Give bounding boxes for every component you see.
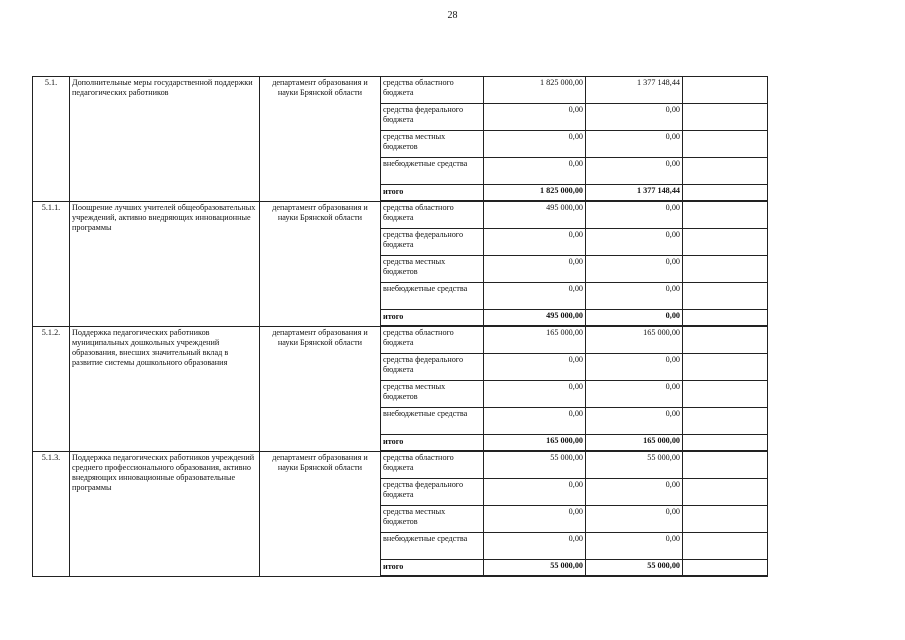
amount-planned: 0,00 (484, 283, 586, 310)
funding-source: средства местных бюджетов (381, 506, 484, 533)
item-title: Поддержка педагогических работников муниципальных дошкольных учреждений образования, внесших значительный вклад в развитие системы дошкольного образования (70, 326, 260, 451)
item-title: Поддержка педагогических работников учреждений среднего профессионального образования, активно внедряющих инновационные образовательные программы (70, 451, 260, 576)
amount-actual: 0,00 (586, 310, 683, 327)
funding-source: средства областного бюджета (381, 326, 484, 354)
table-body (33, 77, 768, 577)
funding-source: средства местных бюджетов (381, 131, 484, 158)
amount-actual: 165 000,00 (586, 326, 683, 354)
amount-planned: 1 825 000,00 (484, 185, 586, 202)
funding-source: внебюджетные средства (381, 533, 484, 560)
table-row (33, 326, 768, 354)
amount-planned: 495 000,00 (484, 201, 586, 229)
empty-cell (683, 381, 768, 408)
amount-planned: 55 000,00 (484, 560, 586, 577)
table-row (33, 201, 768, 229)
page-number: 28 (447, 10, 458, 21)
amount-planned: 0,00 (484, 533, 586, 560)
amount-actual: 0,00 (586, 201, 683, 229)
item-executor: департамент образования и науки Брянской области (260, 77, 381, 202)
amount-actual: 0,00 (586, 354, 683, 381)
amount-actual: 0,00 (586, 131, 683, 158)
empty-cell (683, 256, 768, 283)
amount-planned: 0,00 (484, 381, 586, 408)
amount-actual: 0,00 (586, 506, 683, 533)
amount-planned: 165 000,00 (484, 435, 586, 452)
item-executor: департамент образования и науки Брянской области (260, 326, 381, 451)
amount-actual: 0,00 (586, 533, 683, 560)
amount-planned: 1 825 000,00 (484, 77, 586, 104)
item-code: 5.1.2. (33, 326, 70, 451)
funding-source: средства федерального бюджета (381, 229, 484, 256)
funding-table (32, 76, 768, 577)
funding-source: итого (381, 185, 484, 202)
empty-cell (683, 185, 768, 202)
empty-cell (683, 560, 768, 577)
amount-planned: 0,00 (484, 158, 586, 185)
funding-source: внебюджетные средства (381, 158, 484, 185)
empty-cell (683, 354, 768, 381)
amount-actual: 0,00 (586, 104, 683, 131)
amount-planned: 0,00 (484, 479, 586, 506)
amount-actual: 0,00 (586, 479, 683, 506)
amount-planned: 0,00 (484, 131, 586, 158)
empty-cell (683, 229, 768, 256)
funding-source: средства областного бюджета (381, 451, 484, 479)
amount-actual: 0,00 (586, 256, 683, 283)
empty-cell (683, 506, 768, 533)
amount-actual: 0,00 (586, 408, 683, 435)
amount-actual: 1 377 148,44 (586, 77, 683, 104)
item-executor: департамент образования и науки Брянской области (260, 451, 381, 576)
amount-actual: 0,00 (586, 381, 683, 408)
funding-source: средства федерального бюджета (381, 479, 484, 506)
funding-source: внебюджетные средства (381, 408, 484, 435)
empty-cell (683, 158, 768, 185)
item-title: Поощрение лучших учителей общеобразовательных учреждений, активно внедряющих инновационные программы (70, 201, 260, 326)
funding-source: итого (381, 560, 484, 577)
funding-source: средства федерального бюджета (381, 354, 484, 381)
amount-actual: 55 000,00 (586, 560, 683, 577)
empty-cell (683, 201, 768, 229)
item-title: Дополнительные меры государственной поддержки педагогических работников (70, 77, 260, 202)
empty-cell (683, 77, 768, 104)
funding-source: внебюджетные средства (381, 283, 484, 310)
funding-source: средства областного бюджета (381, 201, 484, 229)
empty-cell (683, 104, 768, 131)
amount-planned: 0,00 (484, 408, 586, 435)
empty-cell (683, 435, 768, 452)
funding-source: средства федерального бюджета (381, 104, 484, 131)
amount-planned: 165 000,00 (484, 326, 586, 354)
amount-planned: 0,00 (484, 229, 586, 256)
amount-actual: 55 000,00 (586, 451, 683, 479)
funding-source: средства местных бюджетов (381, 256, 484, 283)
amount-planned: 0,00 (484, 506, 586, 533)
amount-actual: 165 000,00 (586, 435, 683, 452)
empty-cell (683, 479, 768, 506)
amount-actual: 0,00 (586, 158, 683, 185)
empty-cell (683, 451, 768, 479)
funding-source: итого (381, 435, 484, 452)
amount-actual: 0,00 (586, 283, 683, 310)
item-code: 5.1.3. (33, 451, 70, 576)
table-row (33, 451, 768, 479)
empty-cell (683, 310, 768, 327)
amount-planned: 0,00 (484, 256, 586, 283)
amount-planned: 55 000,00 (484, 451, 586, 479)
empty-cell (683, 408, 768, 435)
item-code: 5.1. (33, 77, 70, 202)
empty-cell (683, 131, 768, 158)
amount-actual: 1 377 148,44 (586, 185, 683, 202)
amount-planned: 0,00 (484, 104, 586, 131)
funding-source: итого (381, 310, 484, 327)
item-executor: департамент образования и науки Брянской области (260, 201, 381, 326)
amount-actual: 0,00 (586, 229, 683, 256)
amount-planned: 495 000,00 (484, 310, 586, 327)
empty-cell (683, 533, 768, 560)
amount-planned: 0,00 (484, 354, 586, 381)
empty-cell (683, 326, 768, 354)
funding-source: средства областного бюджета (381, 77, 484, 104)
empty-cell (683, 283, 768, 310)
table-row (33, 77, 768, 104)
item-code: 5.1.1. (33, 201, 70, 326)
funding-source: средства местных бюджетов (381, 381, 484, 408)
